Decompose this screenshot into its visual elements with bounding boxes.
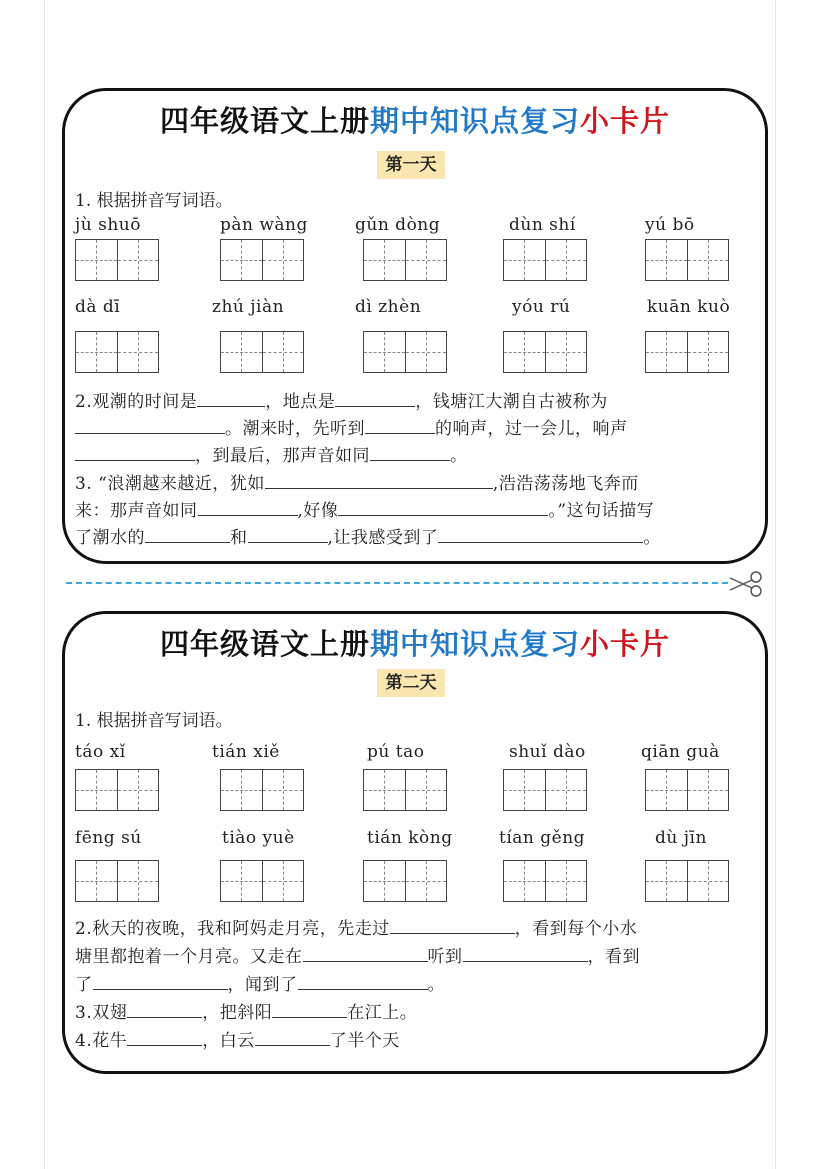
writing-grid[interactable] [363, 331, 447, 373]
text-segment: 。 [427, 975, 445, 995]
answer-blank[interactable] [145, 528, 230, 543]
page-edge-right [775, 0, 776, 1169]
question-3-line-3 [75, 523, 751, 548]
text-segment: 了潮水的 [75, 528, 145, 548]
writing-grid[interactable] [503, 239, 587, 281]
text-segment: 塘里都抱着一个月亮。又走在 [75, 947, 303, 967]
text-segment: 。”这句话描写 [548, 501, 655, 521]
text-segment: ，到最后，那声音如同 [195, 446, 370, 466]
answer-blank[interactable] [93, 975, 228, 990]
question-1-heading: 1. 根据拼音写词语。 [75, 711, 233, 731]
answer-blank[interactable] [255, 1031, 330, 1046]
text-segment: 4.花牛 [75, 1031, 128, 1051]
answer-blank[interactable] [463, 947, 588, 962]
review-card-day-1 [62, 88, 768, 564]
text-segment: ，地点是 [265, 392, 336, 412]
writing-grid[interactable] [220, 239, 304, 281]
pinyin-label: táo xǐ [75, 742, 126, 762]
question-3-line-1 [75, 469, 751, 494]
pinyin-label: shuǐ dào [509, 742, 586, 762]
writing-grid[interactable] [220, 769, 304, 811]
text-segment: ，钱塘江大潮自古被称为 [415, 392, 608, 412]
pinyin-label: qiān guà [641, 742, 720, 762]
writing-grid[interactable] [645, 860, 729, 902]
question-2-line-1 [75, 914, 751, 939]
question-1-heading: 1. 根据拼音写词语。 [75, 191, 233, 211]
day-label: 第一天 [377, 151, 445, 179]
text-segment: 2.秋天的夜晚，我和阿妈走月亮，先走过 [75, 919, 390, 939]
question-2-line-2 [75, 414, 751, 439]
title-part-card: 小卡片 [580, 627, 671, 661]
text-segment: 2.观潮的时间是 [75, 392, 198, 412]
text-segment: 。 [450, 446, 468, 466]
answer-blank[interactable] [298, 975, 428, 990]
text-segment: 3. “浪潮越来越近，犹如 [75, 474, 265, 494]
answer-blank[interactable] [127, 1003, 202, 1018]
title-part-card: 小卡片 [580, 104, 671, 138]
writing-grid[interactable] [75, 331, 159, 373]
writing-grid[interactable] [75, 769, 159, 811]
pinyin-label: tían gěng [499, 828, 586, 848]
answer-blank[interactable] [338, 501, 548, 516]
answer-blank[interactable] [272, 1003, 347, 1018]
pinyin-label: fēng sú [75, 828, 142, 848]
text-segment: 来：那声音如同 [75, 501, 198, 521]
question-2-line-1 [75, 387, 751, 412]
text-segment: 的响声，过一会儿，响声 [435, 419, 628, 439]
writing-grid[interactable] [503, 860, 587, 902]
writing-grid[interactable] [363, 239, 447, 281]
answer-blank[interactable] [335, 392, 415, 407]
pinyin-label: yú bō [645, 215, 695, 235]
text-segment: ,让我感受到了 [327, 528, 439, 548]
question-4-line [75, 1026, 751, 1051]
answer-blank[interactable] [365, 419, 435, 434]
pinyin-label: tián xiě [212, 742, 280, 762]
text-segment: ，看到 [587, 947, 640, 967]
answer-blank[interactable] [438, 528, 643, 543]
question-2-line-3 [75, 970, 751, 995]
pinyin-label: jù shuō [75, 215, 141, 235]
pinyin-label: tián kòng [367, 828, 453, 848]
pinyin-label: dì zhèn [355, 297, 422, 317]
pinyin-label: yóu rú [512, 297, 571, 317]
writing-grid[interactable] [75, 239, 159, 281]
writing-grid[interactable] [645, 769, 729, 811]
answer-blank[interactable] [127, 1031, 202, 1046]
pinyin-label: kuān kuò [647, 297, 731, 317]
card-title [65, 99, 765, 140]
writing-grid[interactable] [363, 769, 447, 811]
cut-line [66, 582, 728, 584]
question-3-line-2 [75, 496, 751, 521]
question-3-line [75, 998, 751, 1023]
page-edge-left [44, 0, 45, 1169]
scissors-icon [728, 571, 764, 597]
text-segment: 了半个天 [329, 1031, 400, 1051]
answer-blank[interactable] [198, 501, 298, 516]
pinyin-label: dà dī [75, 297, 121, 317]
text-segment: 和 [230, 528, 248, 548]
pinyin-label: tiào yuè [222, 828, 295, 848]
title-part-grade: 四年级语文上册 [159, 104, 370, 138]
writing-grid[interactable] [75, 860, 159, 902]
writing-grid[interactable] [503, 331, 587, 373]
text-segment: 。 [643, 528, 661, 548]
text-segment: ,浩浩荡荡地飞奔而 [492, 474, 639, 494]
answer-blank[interactable] [390, 919, 515, 934]
writing-grid[interactable] [503, 769, 587, 811]
text-segment: 听到 [427, 947, 463, 967]
text-segment: ，白云 [202, 1031, 255, 1051]
pinyin-label: dùn shí [509, 215, 576, 235]
pinyin-label: dù jīn [655, 828, 707, 848]
pinyin-label: gǔn dòng [355, 215, 441, 235]
text-segment: ，把斜阳 [202, 1003, 273, 1023]
text-segment: 在江上。 [347, 1003, 418, 1023]
writing-grid[interactable] [645, 331, 729, 373]
answer-blank[interactable] [248, 528, 328, 543]
text-segment: ，闻到了 [227, 975, 298, 995]
text-segment: 。潮来时，先听到 [225, 419, 365, 439]
pinyin-label: pàn wàng [220, 215, 308, 235]
title-part-review: 期中知识点复习 [369, 627, 580, 661]
pinyin-label: pú tao [367, 742, 425, 762]
text-segment: ，看到每个小水 [514, 919, 638, 939]
text-segment: 3.双翅 [75, 1003, 128, 1023]
answer-blank[interactable] [197, 392, 265, 407]
title-part-review: 期中知识点复习 [369, 104, 580, 138]
answer-blank[interactable] [75, 446, 195, 461]
writing-grid[interactable] [363, 860, 447, 902]
pinyin-label: zhú jiàn [212, 297, 285, 317]
title-part-grade: 四年级语文上册 [159, 627, 370, 661]
text-segment: ,好像 [297, 501, 339, 521]
card-title [65, 622, 765, 663]
question-2-line-3 [75, 441, 751, 466]
answer-blank[interactable] [75, 419, 225, 434]
question-2-line-2 [75, 942, 751, 967]
answer-blank[interactable] [265, 474, 493, 489]
day-label: 第二天 [377, 669, 445, 697]
review-card-day-2 [62, 611, 768, 1074]
writing-grid[interactable] [645, 239, 729, 281]
writing-grid[interactable] [220, 331, 304, 373]
writing-grid[interactable] [220, 860, 304, 902]
answer-blank[interactable] [370, 446, 450, 461]
answer-blank[interactable] [303, 947, 428, 962]
text-segment: 了 [75, 975, 93, 995]
